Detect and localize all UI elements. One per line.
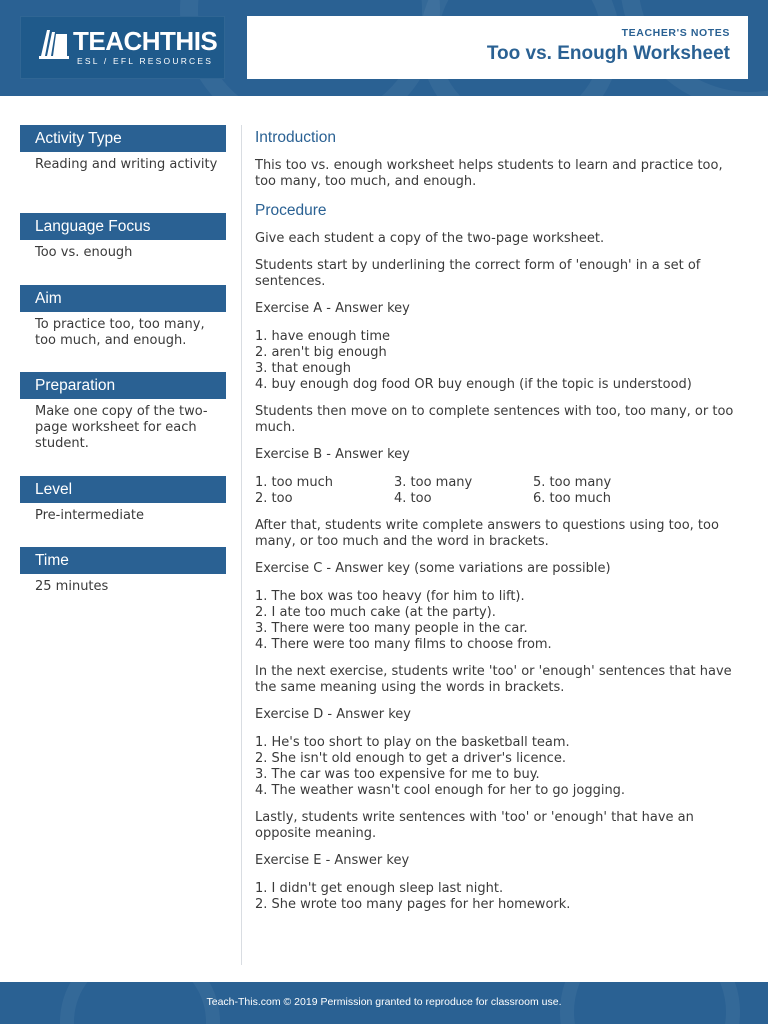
- sidebar-heading: Time: [20, 547, 226, 574]
- list-item: 2. She wrote too many pages for her homework.: [255, 897, 571, 912]
- list-item: 4. too: [394, 491, 432, 506]
- column-divider: [241, 125, 242, 965]
- brand-name: TEACHTHIS: [73, 26, 218, 56]
- paragraph: This too vs. enough worksheet helps students to learn and practice too, too many, too much, and enough.: [255, 158, 723, 189]
- list-item: 2. She isn't old enough to get a driver's licence.: [255, 751, 566, 766]
- list-item: 3. too many: [394, 475, 473, 490]
- paragraph: Lastly, students write sentences with 'too' or 'enough' that have an opposite meaning.: [255, 810, 694, 841]
- paragraph: After that, students write complete answers to questions using too, too many, or too much and the word in brackets.: [255, 518, 719, 549]
- brand-logo[interactable]: [20, 16, 225, 79]
- answer-list-c: [255, 589, 735, 653]
- exercise-label: Exercise A - Answer key: [255, 301, 410, 316]
- main-content: [255, 128, 735, 913]
- sidebar-text: Reading and writing activity: [35, 157, 218, 172]
- sidebar-text: Make one copy of the two-page worksheet for each student.: [35, 404, 208, 451]
- paragraph: Students start by underlining the correct form of 'enough' in a set of sentences.: [255, 258, 701, 289]
- footer-band: [0, 982, 768, 1024]
- sidebar-heading: Preparation: [20, 372, 226, 399]
- sidebar-heading: Language Focus: [20, 213, 226, 240]
- notes-label: TEACHER'S NOTES: [621, 27, 730, 39]
- section-heading-procedure: Procedure: [255, 202, 327, 219]
- exercise-label: Exercise E - Answer key: [255, 853, 410, 868]
- paragraph: In the next exercise, students write 'too' or 'enough' sentences that have the same meaning using the words in brackets.: [255, 664, 732, 695]
- list-item: 1. too much: [255, 475, 333, 490]
- list-item: 4. There were too many films to choose from.: [255, 637, 552, 652]
- sidebar-block-time: [20, 547, 226, 595]
- sidebar-heading: Activity Type: [20, 125, 226, 152]
- list-item: 3. that enough: [255, 361, 351, 376]
- paragraph: Students then move on to complete sentences with too, too many, or too much.: [255, 404, 734, 435]
- brand-tagline: ESL / EFL RESOURCES: [77, 56, 214, 66]
- sidebar-block-aim: [20, 285, 226, 372]
- list-item: 4. buy enough dog food OR buy enough (if the topic is understood): [255, 377, 692, 392]
- section-heading-introduction: Introduction: [255, 129, 336, 146]
- list-item: 1. The box was too heavy (for him to lift).: [255, 589, 525, 604]
- exercise-label: Exercise B - Answer key: [255, 447, 410, 462]
- list-item: 5. too many: [533, 475, 612, 490]
- list-item: 1. have enough time: [255, 329, 390, 344]
- sidebar-text: To practice too, too many, too much, and enough.: [35, 317, 205, 348]
- list-item: 2. aren't big enough: [255, 345, 387, 360]
- sidebar-text: Pre-intermediate: [35, 508, 145, 523]
- book-logo-icon: [37, 26, 71, 60]
- sidebar-block-activity-type: [20, 125, 226, 213]
- page-title: Too vs. Enough Worksheet: [486, 43, 730, 64]
- list-item: 4. The weather wasn't cool enough for her to go jogging.: [255, 783, 626, 798]
- footer-copyright: Teach-This.com © 2019 Permission granted to reproduce for classroom use.: [206, 996, 562, 1008]
- list-item: 3. The car was too expensive for me to buy.: [255, 767, 540, 782]
- sidebar-text: 25 minutes: [35, 579, 109, 594]
- list-item: 2. I ate too much cake (at the party).: [255, 605, 496, 620]
- sidebar: [20, 125, 226, 595]
- list-item: 1. He's too short to play on the basketball team.: [255, 735, 570, 750]
- sidebar-block-preparation: [20, 372, 226, 476]
- answer-list-a: [255, 329, 735, 393]
- list-item: 2. too: [255, 491, 293, 506]
- exercise-label: Exercise C - Answer key (some variations are possible): [255, 561, 611, 576]
- sidebar-block-level: [20, 476, 226, 547]
- answer-list-e: [255, 881, 735, 913]
- answer-grid-b: [255, 475, 735, 507]
- list-item: 6. too much: [533, 491, 611, 506]
- sidebar-block-language-focus: [20, 213, 226, 285]
- answer-list-d: [255, 735, 735, 799]
- sidebar-heading: Level: [20, 476, 226, 503]
- exercise-label: Exercise D - Answer key: [255, 707, 411, 722]
- sidebar-text: Too vs. enough: [35, 245, 133, 260]
- header-band: [0, 0, 768, 96]
- title-panel: [247, 16, 748, 79]
- list-item: 1. I didn't get enough sleep last night.: [255, 881, 504, 896]
- paragraph: Give each student a copy of the two-page worksheet.: [255, 231, 605, 246]
- sidebar-heading: Aim: [20, 285, 226, 312]
- list-item: 3. There were too many people in the car.: [255, 621, 528, 636]
